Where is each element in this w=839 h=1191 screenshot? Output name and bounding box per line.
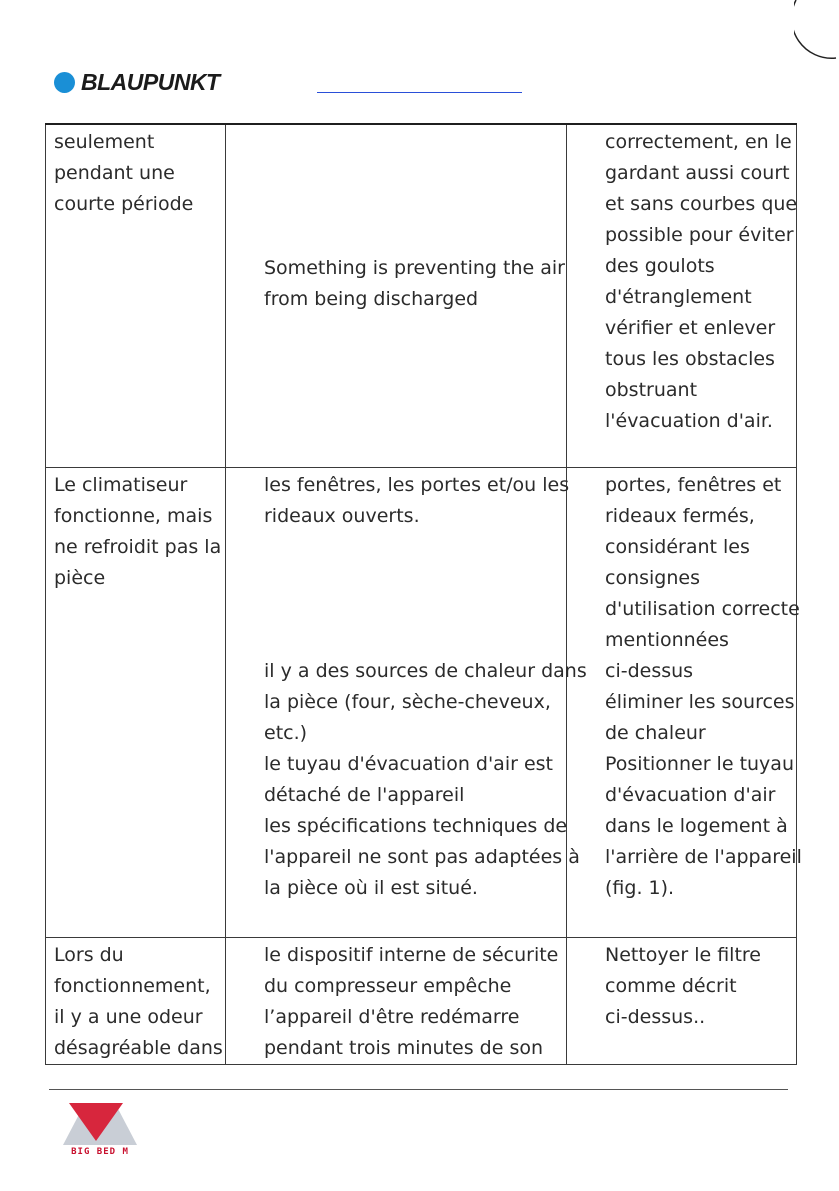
text-line: le tuyau d'évacuation d'air est: [264, 752, 553, 775]
text-line: (fig. 1).: [605, 876, 675, 899]
cause-cell: [226, 467, 587, 937]
text-line: etc.): [264, 721, 308, 744]
text-line: du compresseur empêche: [264, 974, 512, 997]
text-line: possible pour éviter: [605, 224, 794, 246]
text-line: Nettoyer le filtre: [605, 943, 761, 966]
footer-divider: [49, 1089, 788, 1090]
page-corner-arc: [794, 0, 839, 60]
text-line: courte période: [54, 193, 194, 215]
text-line: l'arrière de l'appareil: [605, 845, 802, 868]
problem-cell: [46, 467, 226, 937]
text-line: le dispositif interne de sécurite: [264, 943, 559, 966]
problem-cell: [46, 124, 226, 467]
text-line: seulement: [54, 131, 155, 153]
table-row: [46, 124, 797, 467]
text-line: comme décrit: [605, 974, 737, 997]
text-line: d'utilisation correcte: [605, 597, 800, 620]
cause-cell: [226, 124, 567, 467]
text-line: il y a une odeur: [54, 1005, 203, 1028]
text-line: d'évacuation d'air: [605, 783, 776, 806]
brand-name: BLAUPUNKT: [81, 68, 220, 95]
text-line: l'appareil ne sont pas adaptées à: [264, 845, 580, 868]
text-line: ci-dessus..: [605, 1005, 706, 1028]
text-line: vérifier et enlever: [605, 317, 776, 339]
text-line: dans le logement à: [605, 814, 788, 837]
text-line: désagréable dans: [54, 1036, 223, 1059]
brand-logo: [54, 70, 220, 94]
text-line: l’appareil d'être redémarre: [264, 1005, 520, 1028]
text-line: mentionnées: [605, 628, 729, 651]
text-line: d'étranglement: [605, 286, 752, 308]
text-line: fonctionne, mais: [54, 504, 213, 527]
text-line: ne refroidit pas la: [54, 535, 222, 558]
text-line: pendant trois minutes de son: [264, 1036, 544, 1059]
table-row: [46, 937, 797, 1064]
text-line: l'évacuation d'air.: [605, 410, 773, 432]
text-line: la pièce où il est situé.: [264, 876, 478, 899]
problem-cell: [46, 937, 226, 1064]
text-line: correctement, en le: [605, 131, 792, 153]
text-line: ci-dessus: [605, 659, 694, 682]
text-line: Positionner le tuyau: [605, 752, 794, 775]
footer-logo-text: BIG BED M: [71, 1147, 129, 1157]
text-line: et sans courbes que: [605, 193, 798, 215]
footer-logo-mark-icon: [59, 1099, 141, 1147]
text-line: éliminer les sources: [605, 690, 795, 713]
text-line: détaché de l'appareil: [264, 783, 465, 806]
cause-cell: [226, 937, 567, 1064]
text-line: Le climatiseur: [54, 473, 188, 496]
footer-logo: [59, 1099, 141, 1161]
text-line: fonctionnement,: [54, 974, 211, 997]
table-row: [46, 467, 797, 937]
text-line: rideaux ouverts.: [264, 504, 420, 527]
text-line: considérant les: [605, 535, 750, 558]
brand-dot-icon: [54, 72, 75, 93]
text-line: tous les obstacles: [605, 348, 775, 370]
text-line: portes, fenêtres et: [605, 473, 782, 496]
text-line: gardant aussi court: [605, 162, 790, 184]
text-line: obstruant: [605, 379, 698, 401]
text-line: pièce: [54, 566, 106, 589]
text-line: rideaux fermés,: [605, 504, 755, 527]
solution-cell: [567, 937, 797, 1064]
text-line: la pièce (four, sèche-cheveux,: [264, 690, 551, 713]
header-link-underline: [317, 92, 522, 93]
text-line: Something is preventing the air: [264, 257, 565, 279]
text-line: de chaleur: [605, 721, 706, 744]
text-line: from being discharged: [264, 288, 479, 310]
solution-cell: [567, 124, 797, 467]
solution-cell: [567, 467, 802, 937]
text-line: des goulots: [605, 255, 715, 277]
troubleshooting-table: [45, 123, 802, 1065]
text-line: Lors du: [54, 943, 124, 966]
text-line: les fenêtres, les portes et/ou les: [264, 473, 570, 496]
text-line: consignes: [605, 566, 700, 589]
text-line: pendant une: [54, 162, 175, 184]
text-line: il y a des sources de chaleur dans: [264, 659, 587, 682]
text-line: les spécifications techniques de: [264, 814, 568, 837]
